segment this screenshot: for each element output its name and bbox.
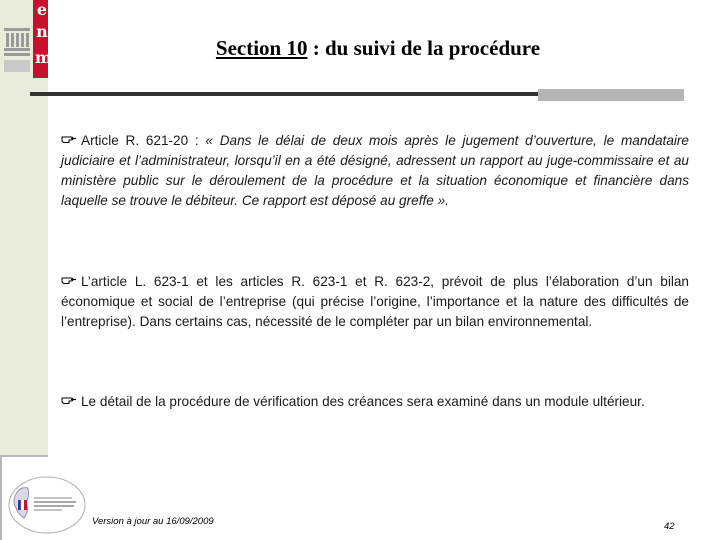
paragraph-verification-creances	[61, 392, 689, 412]
ministry-seal-logo	[6, 474, 88, 536]
corner-line-horizontal	[0, 455, 48, 457]
corner-line-vertical	[0, 455, 2, 540]
title-text: : du suivi de la procédure	[307, 36, 541, 60]
paragraph-article-r621-20	[61, 131, 689, 211]
article-reference: Article R. 621-20 :	[81, 133, 206, 148]
building-icon	[2, 24, 32, 74]
paragraph-text: L’article L. 623-1 et les articles R. 623-1 et R. 623-2, prévoit de plus l’élaboration d’un bilan économique et social de l’entreprise (qui précise l’origine, l’importance et la nature des difficultés de l’entreprise). Dans certains cas, nécessité de le compléter par un bilan environnemental.	[61, 274, 689, 329]
enm-logo	[0, 0, 52, 78]
logo-letter-e: e	[36, 0, 48, 19]
pointing-hand-icon	[61, 134, 77, 144]
logo-letter-m: m	[35, 48, 52, 67]
footer-version: Version à jour au 16/09/2009	[92, 516, 214, 527]
paragraph-article-l623-1	[61, 272, 689, 332]
slide-title	[48, 36, 708, 61]
article-quote: « Dans le délai de deux mois après le jugement d’ouverture, le mandataire judiciaire et l’administrateur, lorsqu’il en a été désigné, adressent un rapport au juge-commissaire et au ministère public sur le déroulement de la procédure et la situation économique et financière dans laquelle se trouve le débiteur. Ce rapport est déposé au greffe ».	[61, 133, 689, 208]
title-rule-accent	[538, 89, 684, 101]
logo-letter-n: n	[36, 22, 48, 41]
pointing-hand-icon	[61, 275, 77, 285]
paragraph-text: Le détail de la procédure de vérification des créances sera examiné dans un module ultérieur.	[81, 394, 645, 409]
pointing-hand-icon	[61, 395, 77, 405]
page-number: 42	[664, 521, 675, 532]
title-section-number: Section 10	[215, 36, 308, 60]
